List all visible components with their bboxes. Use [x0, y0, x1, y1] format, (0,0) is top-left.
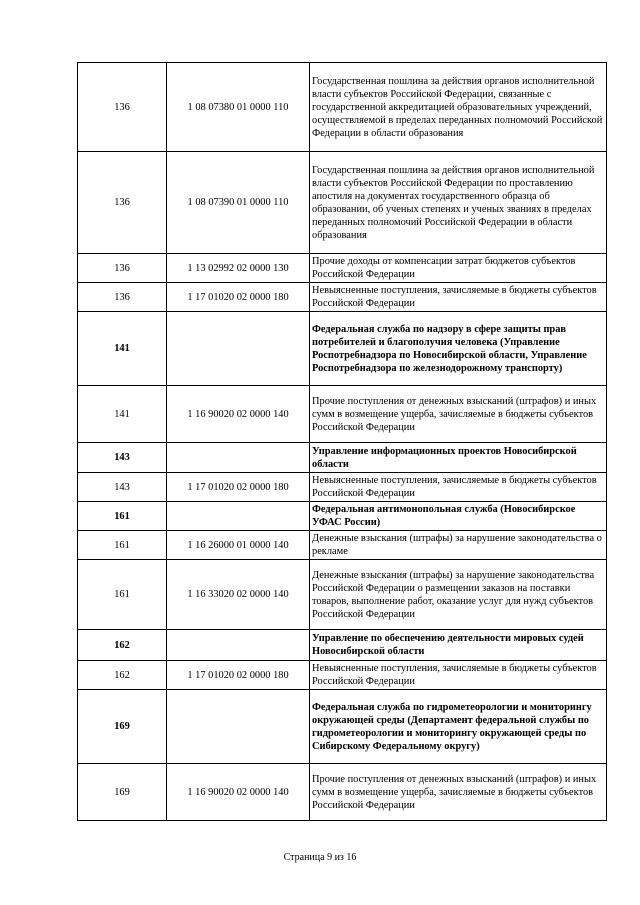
revenue-code-cell: 1 16 26000 01 0000 140 — [167, 531, 310, 560]
admin-code-cell: 143 — [78, 473, 167, 502]
revenue-name-cell: Федеральная служба по гидрометеорологии и мониторингу окружающей среды (Департамент федеральной службы по гидрометеорологии и мониторингу окружающей среды по Сибирскому Федеральному округу) — [310, 690, 607, 764]
admin-code-cell: 161 — [78, 560, 167, 630]
revenue-code-cell: 1 16 90020 02 0000 140 — [167, 386, 310, 443]
admin-code-cell: 161 — [78, 502, 167, 531]
page-footer: Страница 9 из 16 — [283, 852, 357, 863]
table-row — [78, 630, 607, 661]
revenue-name-cell: Прочие доходы от компенсации затрат бюджетов субъектов Российской Федерации — [310, 254, 607, 283]
revenue-code-cell: 1 16 90020 02 0000 140 — [167, 764, 310, 821]
table-row — [78, 531, 607, 560]
table-row — [78, 254, 607, 283]
revenue-code-cell: 1 17 01020 02 0000 180 — [167, 473, 310, 502]
admin-code-cell: 143 — [78, 443, 167, 473]
revenue-name-cell: Управление по обеспечению деятельности мировых судей Новосибирской области — [310, 630, 607, 661]
admin-code-cell: 162 — [78, 661, 167, 690]
revenue-code-cell: 1 16 33020 02 0000 140 — [167, 560, 310, 630]
revenue-name-cell: Прочие поступления от денежных взысканий (штрафов) и иных сумм в возмещение ущерба, зачисляемые в бюджеты субъектов Российской Федерации — [310, 386, 607, 443]
table-row — [78, 661, 607, 690]
admin-code-cell: 162 — [78, 630, 167, 661]
revenue-name-cell: Государственная пошлина за действия органов исполнительной власти субъектов Российской Федерации, связанные с государственной аккредитацией образовательных учреждений, осуществляемой в пределах переданных полномочий Российской Федерации в области образования — [310, 63, 607, 152]
admin-code-cell: 161 — [78, 531, 167, 560]
revenue-name-cell: Управление информационных проектов Новосибирской области — [310, 443, 607, 473]
revenue-name-cell: Государственная пошлина за действия органов исполнительной власти субъектов Российской Федерации по проставлению апостиля на документах государственного образца об образовании, об ученых степенях и ученых званиях в пределах переданных полномочий Российской Федерации в области образования — [310, 152, 607, 254]
table-row — [78, 690, 607, 764]
table-body — [78, 63, 607, 821]
table-row — [78, 386, 607, 443]
revenue-name-cell: Невыясненные поступления, зачисляемые в бюджеты субъектов Российской Федерации — [310, 283, 607, 312]
table-row — [78, 502, 607, 531]
table-row — [78, 443, 607, 473]
revenue-name-cell: Федеральная служба по надзору в сфере защиты прав потребителей и благополучия человека (Управление Роспотребнадзора по Новосибирской области, Управление Роспотребнадзора по железнодорожному транспорту) — [310, 312, 607, 386]
revenue-code-cell — [167, 630, 310, 661]
revenue-name-cell: Денежные взыскания (штрафы) за нарушение законодательства о рекламе — [310, 531, 607, 560]
revenue-code-cell: 1 17 01020 02 0000 180 — [167, 661, 310, 690]
admin-code-cell: 141 — [78, 386, 167, 443]
admin-code-cell: 136 — [78, 254, 167, 283]
revenue-code-cell: 1 13 02992 02 0000 130 — [167, 254, 310, 283]
table-row — [78, 312, 607, 386]
revenue-code-cell: 1 17 01020 02 0000 180 — [167, 283, 310, 312]
revenue-name-cell: Невыясненные поступления, зачисляемые в бюджеты субъектов Российской Федерации — [310, 473, 607, 502]
table-row — [78, 764, 607, 821]
admin-code-cell: 136 — [78, 152, 167, 254]
revenue-code-cell: 1 08 07380 01 0000 110 — [167, 63, 310, 152]
revenue-name-cell: Прочие поступления от денежных взысканий (штрафов) и иных сумм в возмещение ущерба, зачисляемые в бюджеты субъектов Российской Федерации — [310, 764, 607, 821]
admin-code-cell: 141 — [78, 312, 167, 386]
revenue-code-cell — [167, 690, 310, 764]
revenue-name-cell: Денежные взыскания (штрафы) за нарушение законодательства Российской Федерации о размещении заказов на поставки товаров, выполнение работ, оказание услуг для нужд субъектов Российской Федерации — [310, 560, 607, 630]
revenue-name-cell: Федеральная антимонопольная служба (Новосибирское УФАС России) — [310, 502, 607, 531]
table-row — [78, 63, 607, 152]
budget-codes-table — [77, 62, 607, 821]
revenue-name-cell: Невыясненные поступления, зачисляемые в бюджеты субъектов Российской Федерации — [310, 661, 607, 690]
admin-code-cell: 169 — [78, 690, 167, 764]
revenue-code-cell — [167, 312, 310, 386]
revenue-code-cell: 1 08 07390 01 0000 110 — [167, 152, 310, 254]
table-row — [78, 152, 607, 254]
table-row — [78, 560, 607, 630]
revenue-code-cell — [167, 443, 310, 473]
table-row — [78, 283, 607, 312]
admin-code-cell: 169 — [78, 764, 167, 821]
revenue-code-cell — [167, 502, 310, 531]
admin-code-cell: 136 — [78, 283, 167, 312]
admin-code-cell: 136 — [78, 63, 167, 152]
table-row — [78, 473, 607, 502]
